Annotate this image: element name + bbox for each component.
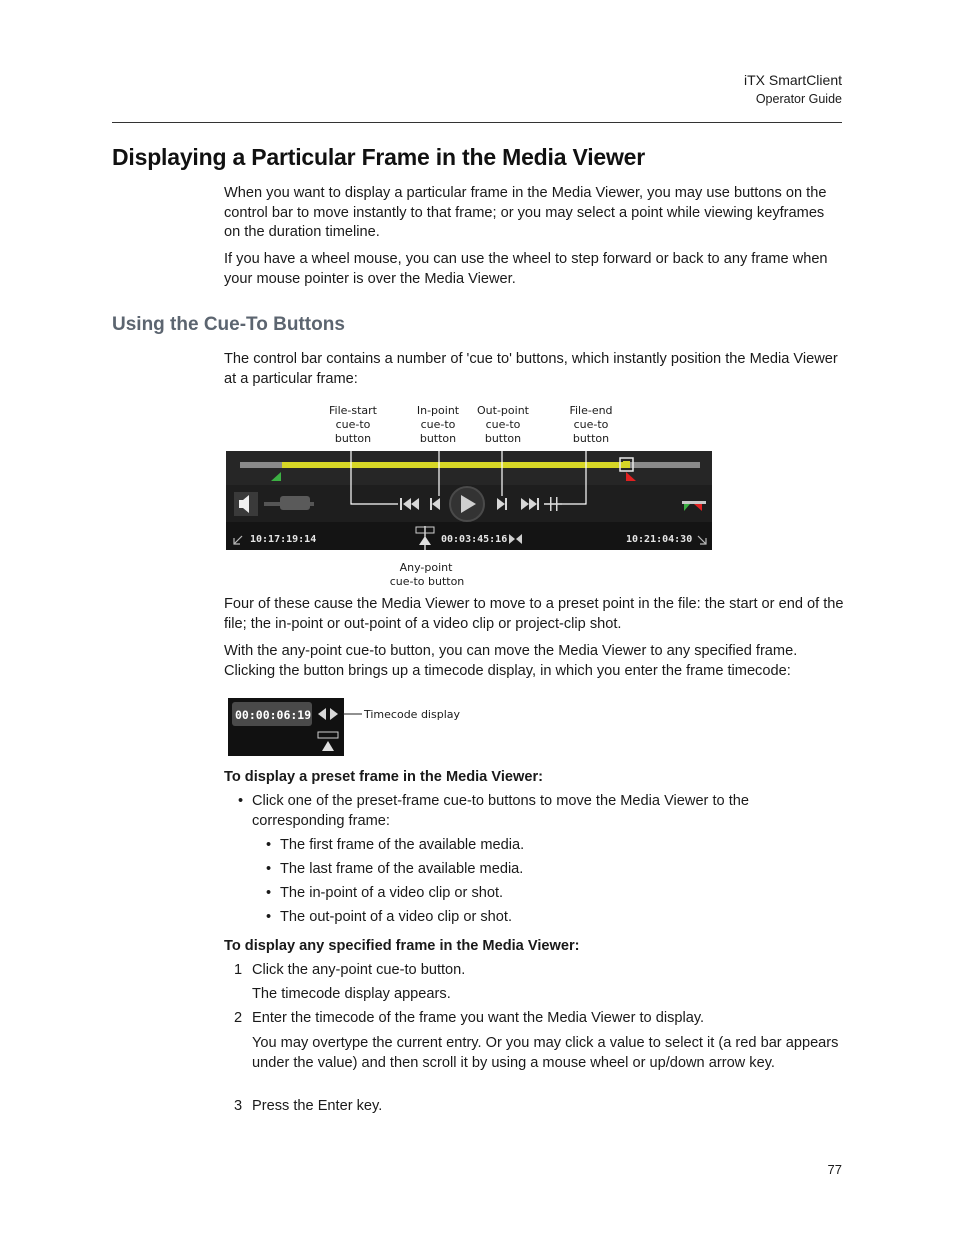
step-1	[234, 961, 466, 981]
sub-bullet-text: The last frame of the available media.	[280, 861, 524, 877]
step-text: Enter the timecode of the frame you want the Media Viewer to display.	[252, 1010, 705, 1026]
control-bar-figure	[226, 400, 716, 592]
paragraph-any-point: With the any-point cue-to button, you can move the Media Viewer to any specified frame. Clicking the button brings up a timecode display, in which you enter the frame timecode:	[224, 643, 798, 679]
callout-in-point-2: cue-to	[420, 418, 456, 431]
proc1-bullet-text: Click one of the preset-frame cue-to buttons to move the Media Viewer to the corresponding frame:	[252, 793, 749, 829]
step-number: 3	[234, 1098, 243, 1114]
callout-in-point-3: button	[419, 432, 457, 445]
step-2	[234, 1009, 705, 1029]
callout-timecode-display: Timecode display	[364, 708, 461, 721]
speaker-icon[interactable]	[234, 492, 258, 516]
sub-bullet-2: • The last frame of the available media.	[266, 861, 524, 877]
step-number: 1	[234, 962, 243, 978]
step-number: 2	[234, 1010, 243, 1026]
header-rule	[112, 122, 842, 123]
callout-out-point-3: button	[484, 432, 522, 445]
callout-any-point-2: cue-to button	[389, 575, 465, 588]
callout-file-end-3: button	[572, 432, 610, 445]
callout-out-point-1: Out-point	[477, 404, 529, 417]
page-title: Displaying a Particular Frame in the Media Viewer	[112, 144, 646, 170]
timecode-in: 10:17:19:14	[250, 534, 317, 545]
callout-any-point-1: Any-point	[399, 561, 453, 574]
callout-file-start-3: button	[334, 432, 372, 445]
sub-bullet-4: • The out-point of a video clip or shot.	[266, 909, 513, 925]
timecode-value[interactable]: 00:00:06:19	[235, 708, 312, 722]
callout-file-start-2: cue-to	[335, 418, 371, 431]
sub-bullet-text: The out-point of a video clip or shot.	[280, 909, 513, 925]
proc2-heading: To display any specified frame in the Media Viewer:	[224, 938, 580, 954]
sub-bullet-text: The first frame of the available media.	[280, 837, 525, 853]
step-note: You may overtype the current entry. Or you may click a value to select it (a red bar appears under the value) and then scroll it by using a mouse wheel or up/down arrow key.	[252, 1035, 839, 1071]
timecode-current: 00:03:45:16	[441, 534, 508, 545]
callout-out-point-2: cue-to	[485, 418, 521, 431]
callout-file-end-2: cue-to	[573, 418, 609, 431]
step-text: Press the Enter key.	[252, 1098, 383, 1114]
sub-bullet-text: The in-point of a video clip or shot.	[280, 885, 504, 901]
paragraph-preset-points: Four of these cause the Media Viewer to move to a preset point in the file: the start or end of the file; the in-point or out-point of a video clip or project-clip shot.	[224, 596, 844, 632]
intro-paragraph-1: When you want to display a particular frame in the Media Viewer, you may use buttons on the control bar to move instantly to that frame; or you may select a point while viewing keyframes on the duration timeline.	[224, 185, 827, 240]
sub-bullet-3: • The in-point of a video clip or shot.	[266, 885, 504, 901]
section-intro: The control bar contains a number of 'cue to' buttons, which instantly position the Media Viewer at a particular frame:	[224, 351, 838, 387]
timeline-selection	[282, 462, 626, 468]
step-3	[234, 1097, 383, 1117]
proc1-bullet: • Click one of the preset-frame cue-to buttons to move the Media Viewer to the corresponding frame:	[238, 793, 749, 829]
intro-paragraph-2: If you have a wheel mouse, you can use the wheel to step forward or back to any frame when your mouse pointer is over the Media Viewer.	[224, 251, 828, 287]
timecode-out: 10:21:04:30	[626, 534, 693, 545]
play-icon[interactable]	[450, 487, 484, 521]
section-title: Using the Cue-To Buttons	[112, 314, 345, 335]
header-product: iTX SmartClient	[743, 72, 842, 88]
callout-file-end-1: File-end	[569, 404, 613, 417]
step-text: Click the any-point cue-to button.	[252, 962, 466, 978]
sub-bullet-1: • The first frame of the available media.	[266, 837, 525, 853]
page-header	[744, 70, 842, 108]
timecode-display-figure	[226, 697, 486, 759]
proc1-heading: To display a preset frame in the Media Viewer:	[224, 769, 544, 785]
callout-in-point-1: In-point	[416, 404, 460, 417]
callout-file-start-1: File-start	[329, 404, 377, 417]
step-note: The timecode display appears.	[252, 986, 451, 1002]
page-number: 77	[827, 1162, 842, 1177]
header-guide: Operator Guide	[755, 92, 842, 106]
